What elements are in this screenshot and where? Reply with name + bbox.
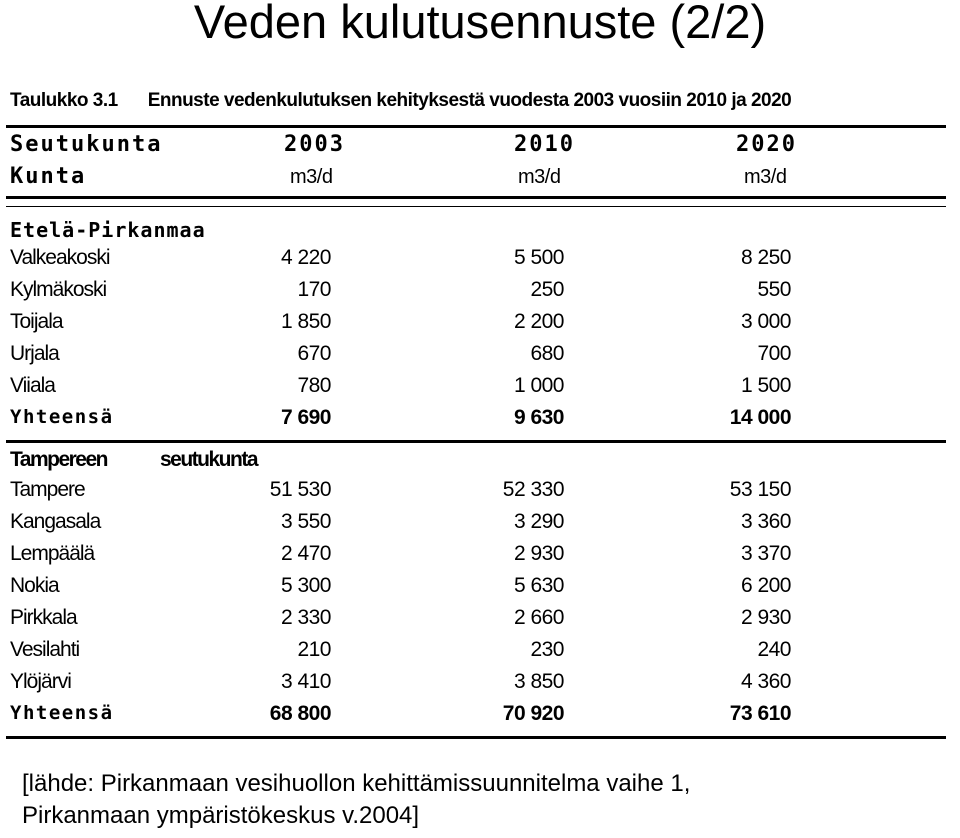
- value-2003: 2 330: [280, 606, 331, 629]
- value-2003: 780: [297, 374, 331, 397]
- value-2020: 3 000: [740, 310, 791, 333]
- value-2003: 5 300: [280, 574, 331, 597]
- header-unit-2010: m3/d: [518, 166, 561, 188]
- water-consumption-table: [6, 80, 946, 740]
- table-row: [6, 606, 946, 638]
- header-kunta: Kunta: [10, 164, 87, 189]
- value-2010: 680: [530, 342, 564, 365]
- value-2010: 5 500: [513, 246, 564, 269]
- total-2003: 68 800: [269, 702, 331, 725]
- value-2020: 1 500: [740, 374, 791, 397]
- table-row: [6, 246, 946, 278]
- section-tampereen-label: Tampereen: [10, 448, 107, 471]
- value-2010: 2 660: [513, 606, 564, 629]
- row-name: Pirkkala: [10, 606, 77, 629]
- header-top-rule: [6, 125, 946, 128]
- table-caption-label: Taulukko 3.1: [10, 90, 118, 111]
- row-name: Lempäälä: [10, 542, 95, 565]
- row-name: Toijala: [10, 310, 63, 333]
- row-name: Tampere: [10, 478, 85, 501]
- table-row: [6, 374, 946, 406]
- total-label: Yhteensä: [10, 406, 114, 428]
- table-row: [6, 478, 946, 510]
- table-row: [6, 310, 946, 342]
- section-etela-pirkanmaa: Etelä-Pirkanmaa: [10, 218, 206, 242]
- section-seutukunta-label: seutukunta: [160, 448, 258, 471]
- header-bottom-rule: [6, 196, 946, 199]
- header-year-2010: 2010: [514, 132, 575, 157]
- value-2003: 670: [297, 342, 331, 365]
- table-row: [6, 670, 946, 702]
- slide-title: Veden kulutusennuste (2/2): [193, 0, 767, 48]
- value-2010: 3 850: [513, 670, 564, 693]
- value-2020: 6 200: [740, 574, 791, 597]
- value-2003: 4 220: [280, 246, 331, 269]
- value-2020: 2 930: [740, 606, 791, 629]
- value-2020: 8 250: [740, 246, 791, 269]
- value-2020: 700: [757, 342, 791, 365]
- table-row: [6, 510, 946, 542]
- table-row: [6, 574, 946, 606]
- row-name: Valkeakoski: [10, 246, 110, 269]
- value-2010: 1 000: [513, 374, 564, 397]
- value-2020: 53 150: [729, 478, 791, 501]
- value-2003: 1 850: [280, 310, 331, 333]
- source-line-1: [lähde: Pirkanmaan vesihuollon kehittämissuunnitelma vaihe 1,: [22, 770, 691, 797]
- total-2020: 14 000: [729, 406, 791, 429]
- value-2020: 240: [757, 638, 791, 661]
- total-label: Yhteensä: [10, 702, 114, 724]
- value-2003: 2 470: [280, 542, 331, 565]
- header-year-2020: 2020: [736, 132, 797, 157]
- table-row: [6, 542, 946, 574]
- row-name: Kylmäkoski: [10, 278, 107, 301]
- source-citation: [22, 768, 690, 832]
- value-2010: 230: [530, 638, 564, 661]
- value-2003: 3 550: [280, 510, 331, 533]
- table-row: [6, 638, 946, 670]
- total-2010: 9 630: [513, 406, 564, 429]
- value-2010: 2 200: [513, 310, 564, 333]
- value-2003: 210: [297, 638, 331, 661]
- value-2003: 3 410: [280, 670, 331, 693]
- value-2020: 3 370: [740, 542, 791, 565]
- value-2010: 250: [530, 278, 564, 301]
- value-2003: 51 530: [269, 478, 331, 501]
- row-name: Vesilahti: [10, 638, 80, 661]
- total-2010: 70 920: [502, 702, 564, 725]
- value-2010: 52 330: [502, 478, 564, 501]
- table-caption-text: Ennuste vedenkulutuksen kehityksestä vuodesta 2003 vuosiin 2010 ja 2020: [147, 90, 792, 111]
- header-year-2003: 2003: [284, 132, 345, 157]
- value-2020: 550: [757, 278, 791, 301]
- row-name: Ylöjärvi: [10, 670, 71, 693]
- table-row: [6, 342, 946, 374]
- section-separator-rule: [6, 440, 946, 443]
- table-row: [6, 278, 946, 310]
- header-seutukunta: Seutukunta: [10, 132, 163, 157]
- table-caption: [10, 90, 791, 112]
- value-2010: 3 290: [513, 510, 564, 533]
- header-double-rule: [6, 206, 946, 207]
- value-2010: 2 930: [513, 542, 564, 565]
- row-name: Viiala: [10, 374, 55, 397]
- header-unit-2003: m3/d: [290, 166, 333, 188]
- value-2020: 4 360: [740, 670, 791, 693]
- total-2020: 73 610: [729, 702, 791, 725]
- value-2010: 5 630: [513, 574, 564, 597]
- total-2003: 7 690: [280, 406, 331, 429]
- total-row: [6, 406, 946, 438]
- header-unit-2020: m3/d: [744, 166, 787, 188]
- row-name: Kangasala: [10, 510, 101, 533]
- value-2020: 3 360: [740, 510, 791, 533]
- total-row: [6, 702, 946, 734]
- table-bottom-rule: [6, 736, 946, 739]
- row-name: Urjala: [10, 342, 59, 365]
- source-line-2: Pirkanmaan ympäristökeskus v.2004]: [22, 802, 420, 829]
- value-2003: 170: [297, 278, 331, 301]
- row-name: Nokia: [10, 574, 59, 597]
